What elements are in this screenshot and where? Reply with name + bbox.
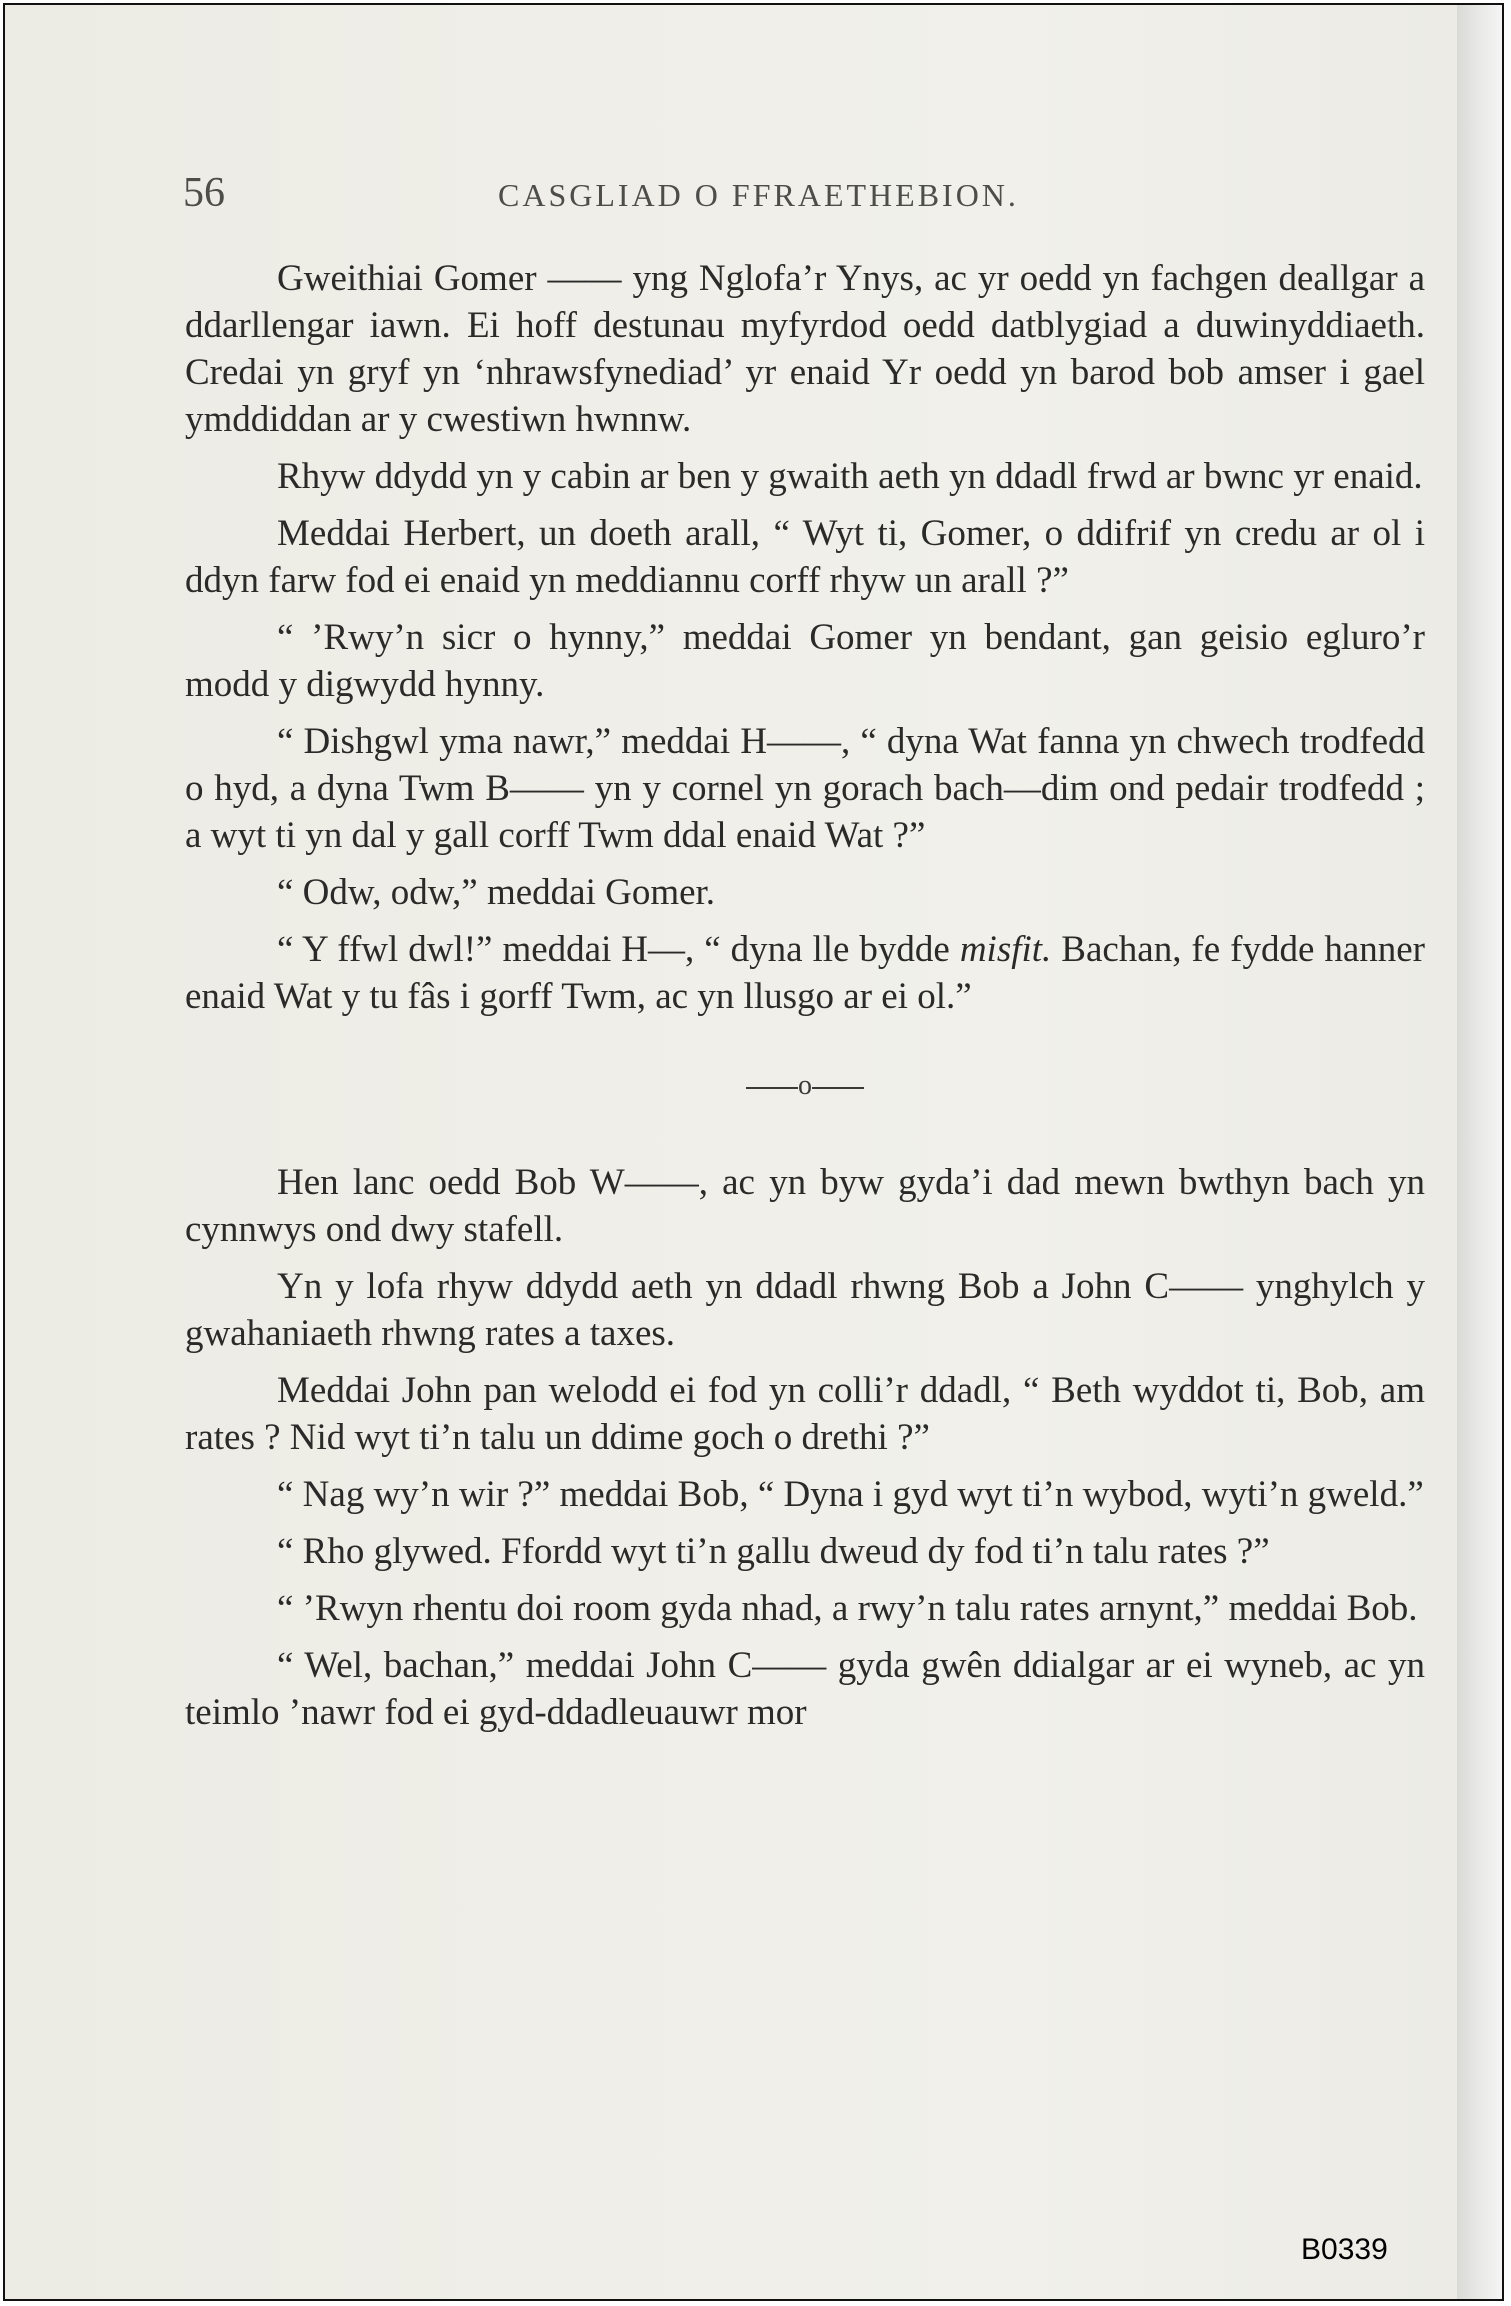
paragraph: Gweithiai Gomer —— yng Nglofa’r Ynys, ac yr oedd yn fachgen deallgar a ddarllengar iawn. Ei hoff destunau myfyrdod oedd datblygiad a duwinyddiaeth. Credai yn gryf yn ‘nhrawsfynediad’ yr enaid Yr oedd yn barod bob amser i gael ymddiddan ar y cwestiwn hwnnw. [185, 258, 1425, 440]
divider-mark: o [798, 1070, 812, 1101]
section-divider [185, 1062, 1425, 1109]
misfit-italic-word: misfit. [959, 929, 1052, 970]
paragraph: Meddai John pan welodd ei fod yn colli’r ddadl, “ Beth wyddot ti, Bob, am rates ? Nid wyt ti’n talu un ddime goch o drethi ?” [185, 1370, 1425, 1458]
page-edge-shadow [1457, 5, 1502, 2299]
paragraph: “ ’Rwyn rhentu doi room gyda nhad, a rwy’n talu rates arnynt,” meddai Bob. [277, 1588, 1418, 1629]
misfit-text-after: Bachan, fe fydde hanner enaid Wat y tu fâs i gorff Twm, ac yn llusgo ar ei ol.” [185, 929, 1425, 1017]
reference-code: B0339 [1301, 2233, 1388, 2266]
paragraph: Hen lanc oedd Bob W——, ac yn byw gyda’i dad mewn bwthyn bach yn cynnwys ond dwy stafell. [185, 1162, 1425, 1250]
running-head [183, 169, 1433, 229]
body-text [185, 255, 1425, 1746]
paragraph: “ Nag wy’n wir ?” meddai Bob, “ Dyna i gyd wyt ti’n wybod, wyti’n gweld.” [277, 1474, 1424, 1515]
divider-rule-right [812, 1087, 864, 1089]
paragraph: “ Dishgwl yma nawr,” meddai H——, “ dyna Wat fanna yn chwech trodfedd o hyd, a dyna Twm B—— yn y cornel yn gorach bach—dim ond pedair trodfedd ; a wyt ti yn dal y gall corff Twm ddal enaid Wat ?” [185, 721, 1425, 856]
misfit-paragraph [185, 926, 1425, 1020]
paragraph: “ Wel, bachan,” meddai John C—— gyda gwên ddialgar ar ei wyneb, ac yn teimlo ’nawr fod ei gyd-ddadleuauwr mor [185, 1645, 1425, 1733]
paragraph: Rhyw ddydd yn y cabin ar ben y gwaith aeth yn ddadl frwd ar bwnc yr enaid. [277, 456, 1423, 497]
paragraph: “ ’Rwy’n sicr o hynny,” meddai Gomer yn bendant, gan geisio egluro’r modd y digwydd hynny. [185, 617, 1425, 705]
paragraph: “ Odw, odw,” meddai Gomer. [277, 872, 716, 913]
page-number: 56 [183, 170, 225, 216]
paragraph: Meddai Herbert, un doeth arall, “ Wyt ti, Gomer, o ddifrif yn credu ar ol i ddyn farw fod ei enaid yn meddiannu corff rhyw un arall ?” [185, 513, 1425, 601]
book-page [5, 5, 1457, 2299]
scan-frame [3, 3, 1504, 2301]
paragraph: “ Rho glywed. Ffordd wyt ti’n gallu dweud dy fod ti’n talu rates ?” [277, 1531, 1270, 1572]
running-title: CASGLIAD O FFRAETHEBION. [498, 177, 1019, 213]
paragraph: Yn y lofa rhyw ddydd aeth yn ddadl rhwng Bob a John C—— ynghylch y gwahaniaeth rhwng rates a taxes. [185, 1266, 1425, 1354]
divider-rule-left [746, 1087, 798, 1089]
misfit-text-before: “ Y ffwl dwl!” meddai H—, “ dyna lle bydde [277, 929, 960, 970]
